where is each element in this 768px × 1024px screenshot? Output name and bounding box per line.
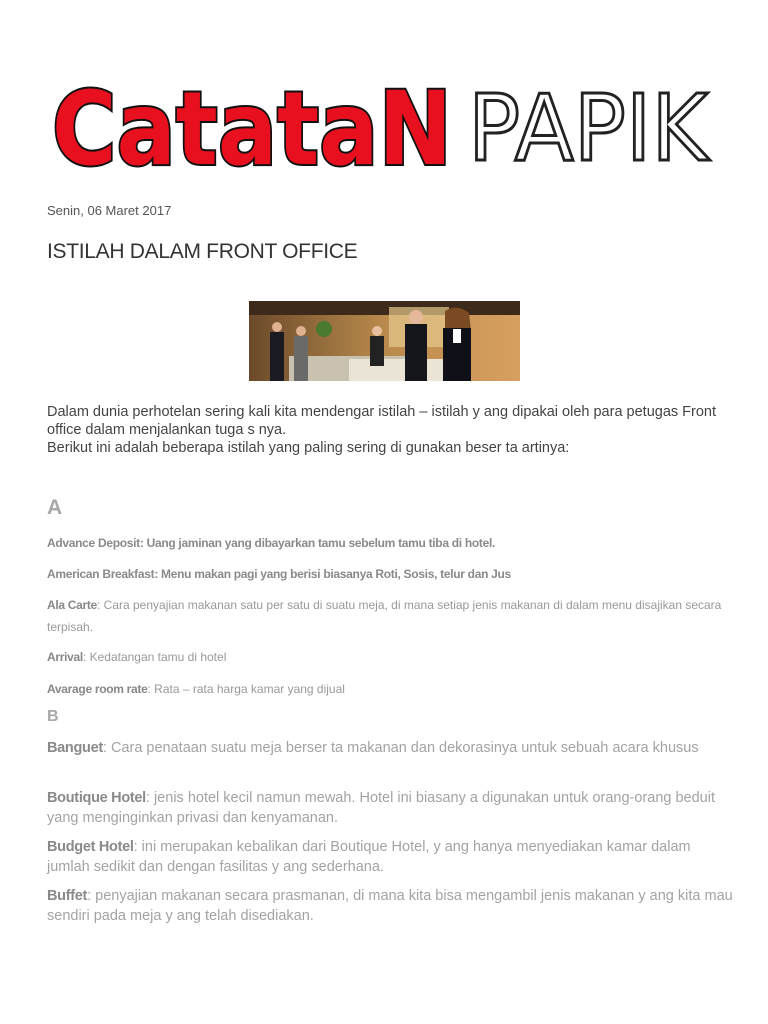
term-label: Banguet — [47, 740, 103, 756]
term-american-breakfast — [47, 563, 737, 585]
term-buffet — [47, 886, 737, 926]
term-description: : Rata – rata harga kamar yang dijual — [147, 682, 345, 696]
logo-text-outline: PAPIK — [468, 75, 711, 182]
front-office-photo — [249, 301, 520, 381]
term-budget-hotel — [47, 837, 737, 877]
term-boutique-hotel — [47, 788, 737, 828]
logo-text-red: CatataN — [52, 70, 452, 186]
term-label: Budget Hotel — [47, 839, 134, 855]
term-label: Advance Deposit: Uang jaminan yang dibayarkan tamu sebelum tamu tiba di hotel. — [47, 536, 496, 550]
term-description: : ini merupakan kebalikan dari Boutique Hotel, y ang hanya menyediakan kamar dalam jumlah sedikit dan dengan fasilitas y ang sederhana. — [47, 839, 691, 875]
term-label: Boutique Hotel — [47, 790, 146, 806]
intro-text — [47, 403, 737, 457]
term-description: : penyajian makanan secara prasmanan, di mana kita bisa mengambil jenis makanan y ang kita mau sendiri pada meja y ang telah disediakan. — [47, 888, 733, 924]
term-description: : Cara penyajian makanan satu per satu di suatu meja, di mana setiap jenis makanan di dalam menu disajikan secara terpisah. — [47, 598, 722, 634]
term-description: : Kedatangan tamu di hotel — [82, 650, 227, 664]
intro-paragraph-2: Berikut ini adalah beberapa istilah yang paling sering di gunakan beser ta artinya: — [47, 440, 570, 456]
term-label: Avarage room rate — [47, 682, 148, 696]
term-label: American Breakfast: Menu makan pagi yang berisi biasanya Roti, Sosis, telur dan Jus — [47, 567, 511, 581]
site-logo[interactable] — [48, 66, 718, 186]
term-label: Ala Carte — [47, 598, 97, 612]
post-date: Senin, 06 Maret 2017 — [47, 203, 172, 218]
term-description: : Cara penataan suatu meja berser ta makanan dan dekorasinya untuk sebuah acara khusus — [102, 740, 699, 756]
term-arrival — [47, 646, 737, 668]
term-ala-carte — [47, 594, 737, 638]
term-advance-deposit — [47, 532, 737, 554]
term-label: Buffet — [47, 888, 88, 904]
term-label: Arrival — [47, 650, 83, 664]
term-average-room-rate — [47, 678, 737, 700]
intro-paragraph-1: Dalam dunia perhotelan sering kali kita mendengar istilah – istilah y ang dipakai oleh para petugas Front office dalam menjalankan tuga s nya. — [47, 404, 717, 438]
section-heading-a: A — [47, 496, 63, 519]
section-heading-b: B — [47, 708, 59, 725]
post-title[interactable]: ISTILAH DALAM FRONT OFFICE — [47, 240, 358, 263]
term-description: : jenis hotel kecil namun mewah. Hotel ini biasany a digunakan untuk orang-orang beduit yang menginginkan privasi dan kenyamanan. — [47, 790, 715, 826]
term-banquet — [47, 738, 737, 758]
